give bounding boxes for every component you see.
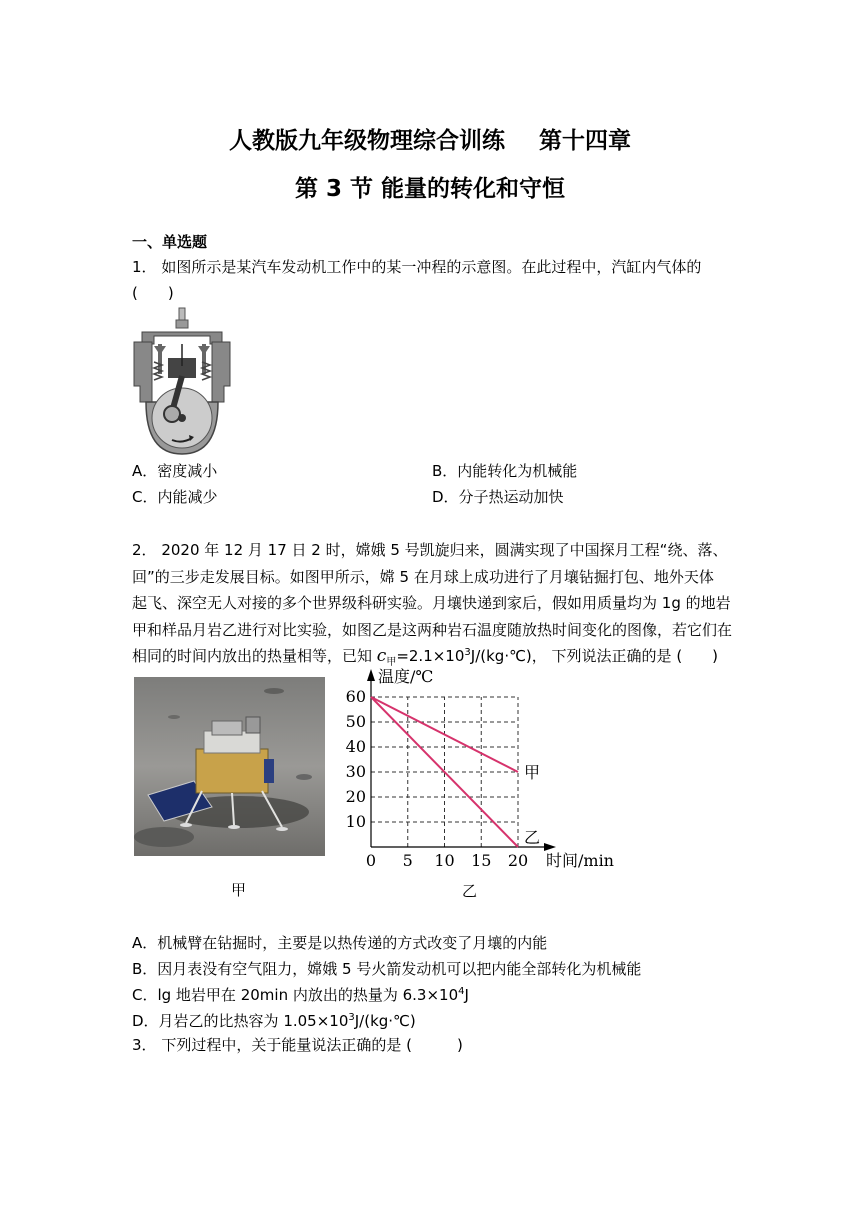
q3-number: 3．	[132, 1036, 157, 1054]
q2-line4: 甲和样品月岩乙进行对比实验，如图乙是这两种岩石温度随放热时间变化的图像，若它们在	[132, 620, 733, 639]
lunar-lander-photo	[134, 677, 325, 856]
y-axis-arrow	[367, 669, 375, 681]
y-tick-label: 50	[345, 712, 366, 731]
q2-line5a: 相同的时间内放出的热量相等，已知	[132, 647, 377, 665]
q1-option-c[interactable]: C．内能减少	[132, 488, 218, 506]
x-tick-label: 15	[471, 851, 492, 870]
q2-option-a[interactable]: A．机械臂在钻掘时，主要是以热传递的方式改变了月壤的内能	[132, 934, 548, 952]
q2-exp: 3	[464, 647, 471, 658]
page-subtitle: 第 3 节 能量的转化和守恒	[294, 176, 566, 202]
y-tick-label: 10	[345, 812, 366, 831]
q1-option-a[interactable]: A．密度减小	[132, 462, 218, 480]
q2-option-c-unit: J	[464, 986, 469, 1004]
chart-axes	[367, 669, 556, 851]
x-tick-label: 10	[434, 851, 455, 870]
question-3	[132, 1032, 732, 1058]
section-heading: 一、单选题	[132, 233, 208, 251]
q1-option-b[interactable]: B．内能转化为机械能	[432, 462, 578, 480]
y-tick-label: 20	[345, 787, 366, 806]
q3-stem: 下列过程中，关于能量说法正确的是 ( )	[161, 1036, 463, 1054]
y-tick-label: 40	[345, 737, 366, 756]
y-tick-label: 60	[345, 687, 366, 706]
q2-line5b: =2.1×10	[396, 647, 465, 665]
x-tick-label: 20	[507, 851, 529, 870]
title-main: 人教版九年级物理综合训练	[229, 128, 505, 154]
q2-c-subscript: 甲	[386, 657, 397, 668]
y-axis-label: 温度/℃	[378, 667, 434, 686]
engine-diagram	[132, 306, 232, 456]
q2-option-d[interactable]	[132, 1010, 416, 1031]
x-axis-arrow	[544, 843, 556, 851]
q1-option-d[interactable]: D．分子热运动加快	[432, 488, 564, 506]
q2-line2: 回”的三步走发展目标。如图甲所示，嫦 5 在月球上成功进行了月壤钻掘打包、地外天体	[132, 567, 714, 586]
q2-option-d-exp: 3	[348, 1012, 355, 1023]
page-title	[0, 122, 860, 155]
question-2	[132, 537, 732, 670]
q1-stem: 如图所示是某汽车发动机工作中的某一冲程的示意图。在此过程中，汽缸内气体的	[161, 258, 702, 276]
temperature-chart	[336, 663, 626, 873]
q2-option-d-unit: J/(kg·℃)	[354, 1012, 416, 1030]
series-label: 甲	[524, 763, 541, 782]
chart-caption: 乙	[462, 882, 478, 900]
q1-blank: ( )	[132, 284, 174, 302]
series-label: 乙	[524, 828, 541, 847]
q2-line1: 2020 年 12 月 17 日 2 时，嫦娥 5 号凯旋归来，圆满实现了中国探月工程“绕、落、	[161, 541, 728, 559]
q2-option-c-exp: 4	[458, 986, 465, 997]
q2-option-b[interactable]: B．因月表没有空气阻力，嫦娥 5 号火箭发动机可以把内能全部转化为机械能	[132, 960, 642, 978]
title-chapter: 第十四章	[539, 128, 631, 154]
q2-c-symbol: c	[376, 646, 387, 666]
q2-line5c: J/(kg·℃)， 下列说法正确的是 ( )	[470, 647, 719, 665]
x-axis-label: 时间/min	[546, 851, 614, 870]
x-tick-label: 5	[402, 851, 413, 870]
question-1	[132, 254, 732, 306]
q1-number: 1．	[132, 258, 157, 276]
x-tick-label: 0	[365, 851, 377, 870]
q2-line3: 起飞、深空无人对接的多个世界级科研实验。月壤快递到家后，假如用质量均为 1g 的地岩	[132, 594, 731, 612]
q2-option-c-text: C．lg 地岩甲在 20min 内放出的热量为 6.3×10	[132, 986, 459, 1004]
q2-option-d-text: D．月岩乙的比热容为 1.05×10	[132, 1012, 349, 1030]
y-tick-label: 30	[345, 762, 366, 781]
photo-caption: 甲	[231, 881, 247, 899]
q2-option-c[interactable]	[132, 984, 469, 1005]
q2-number: 2．	[132, 541, 157, 559]
